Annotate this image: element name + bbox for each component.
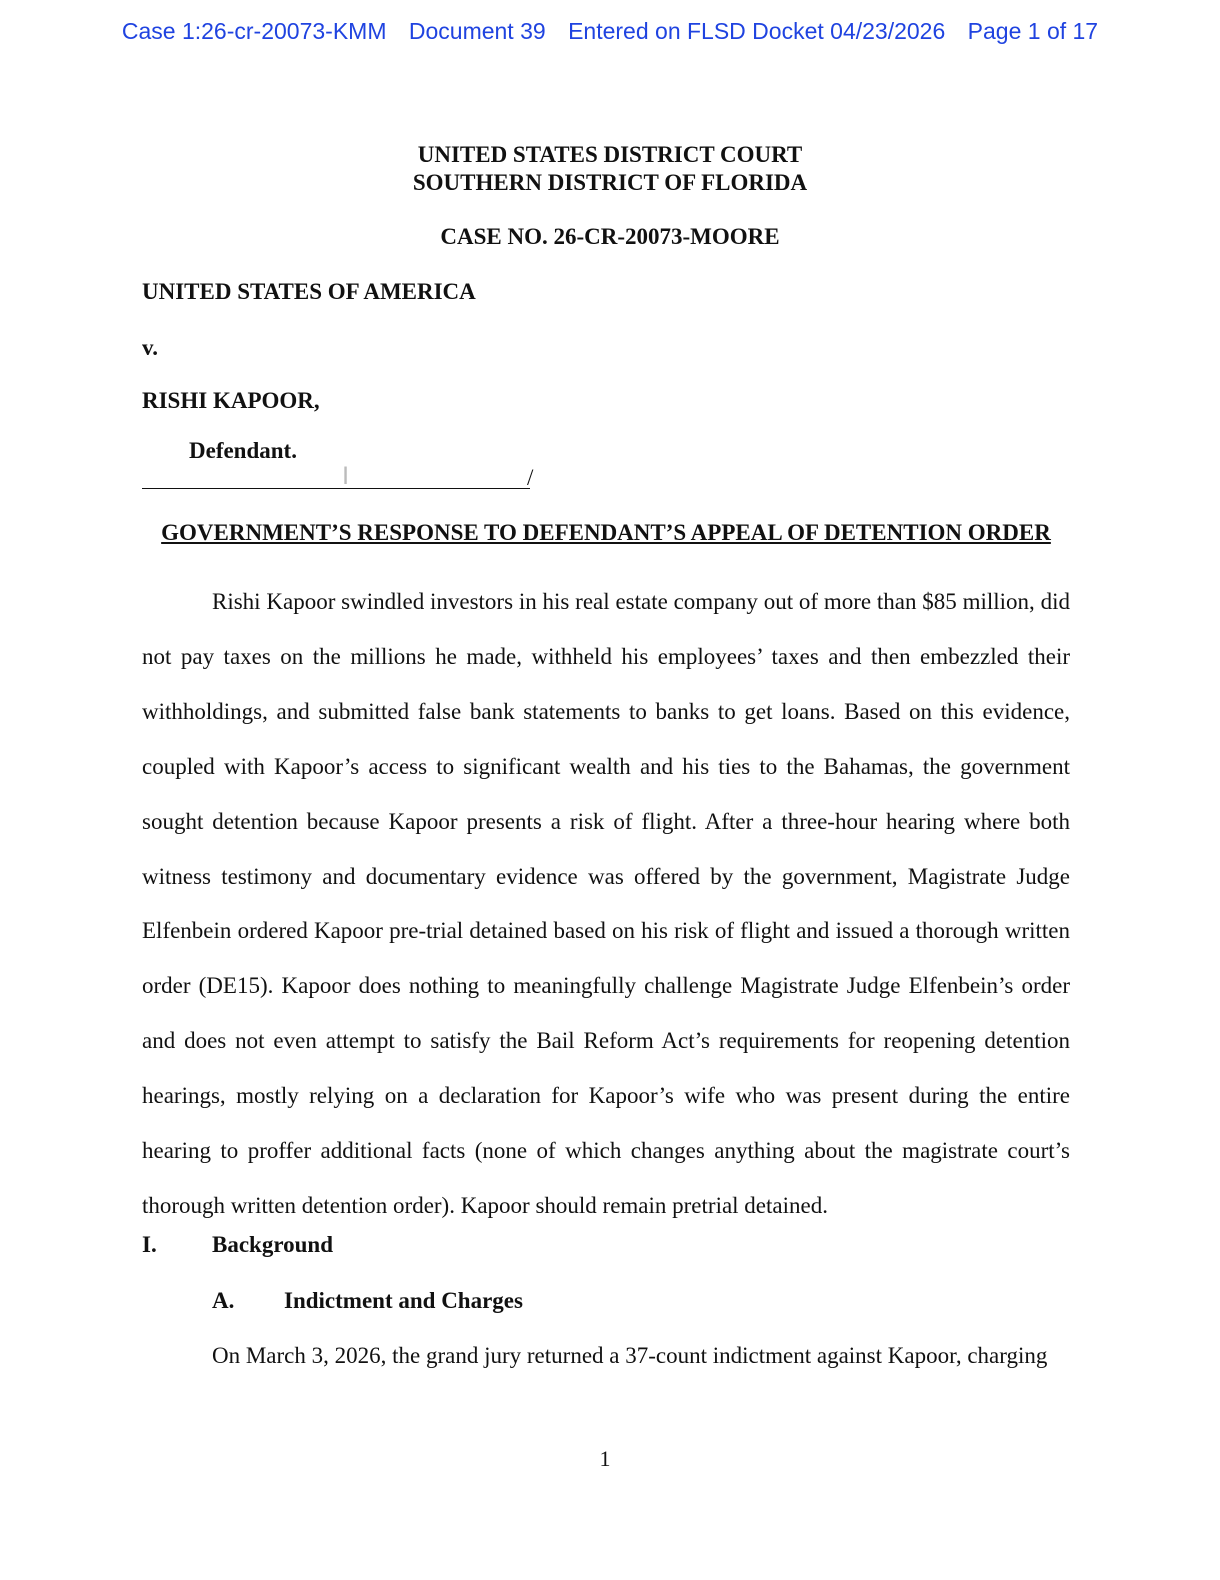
intro-paragraph: Rishi Kapoor swindled investors in his real estate company out of more than $85 million, did not pay taxes on the millions he made, withheld his employees’ taxes and then embezzled their withholdings, and submitted false bank statements to banks to get loans. Based on this evidence, coupled with Kapoor’s access to significant wealth and his ties to the Bahamas, the government sought detention because Kapoor presents a risk of flight. After a three-hour hearing where both witness testimony and documentary evidence was offered by the government, Magistrate Judge Elfenbein ordered Kapoor pre-trial detained based on his risk of flight and issued a thorough written order (DE15). Kapoor does nothing to meaningfully challenge Magistrate Judge Elfenbein’s order and does not even attempt to satisfy the Bail Reform Act’s requirements for reopening detention hearings, mostly relying on a declaration for Kapoor’s wife who was present during the entire hearing to proffer additional facts (none of which changes anything about the magistrate court’s thorough written detention order). Kapoor should remain pretrial detained. <box>142 589 1070 1218</box>
header-case-number: Case 1:26-cr-20073-KMM <box>121 18 387 44</box>
section-number: I. <box>142 1232 157 1257</box>
subsection-letter: A. <box>212 1288 235 1313</box>
indictment-paragraph: On March 3, 2026, the grand jury returned a 37-count indictment against Kapoor, charging <box>212 1343 1048 1368</box>
section-title: Background <box>212 1232 334 1257</box>
caption-slash: / <box>527 465 534 490</box>
defendant-role: Defendant. <box>189 438 297 463</box>
header-entered-date: Entered on FLSD Docket 04/23/2026 <box>568 18 946 44</box>
text-cursor-icon: I <box>342 462 350 490</box>
caption-signature-line <box>142 488 530 489</box>
page-number: 1 <box>599 1446 611 1471</box>
district-name: SOUTHERN DISTRICT OF FLORIDA <box>412 170 808 195</box>
document-title: GOVERNMENT’S RESPONSE TO DEFENDANT’S APPEAL OF DETENTION ORDER <box>161 520 1051 545</box>
docket-header <box>0 18 1220 45</box>
subsection-title: Indictment and Charges <box>284 1288 523 1313</box>
case-number: CASE NO. 26-CR-20073-MOORE <box>440 224 780 249</box>
header-document-number: Document 39 <box>408 18 546 44</box>
court-name: UNITED STATES DISTRICT COURT <box>417 142 803 167</box>
defendant-name: RISHI KAPOOR, <box>142 388 320 413</box>
header-page-count: Page 1 of 17 <box>967 18 1099 44</box>
versus-label: v. <box>142 335 158 360</box>
plaintiff-name: UNITED STATES OF AMERICA <box>142 279 476 304</box>
